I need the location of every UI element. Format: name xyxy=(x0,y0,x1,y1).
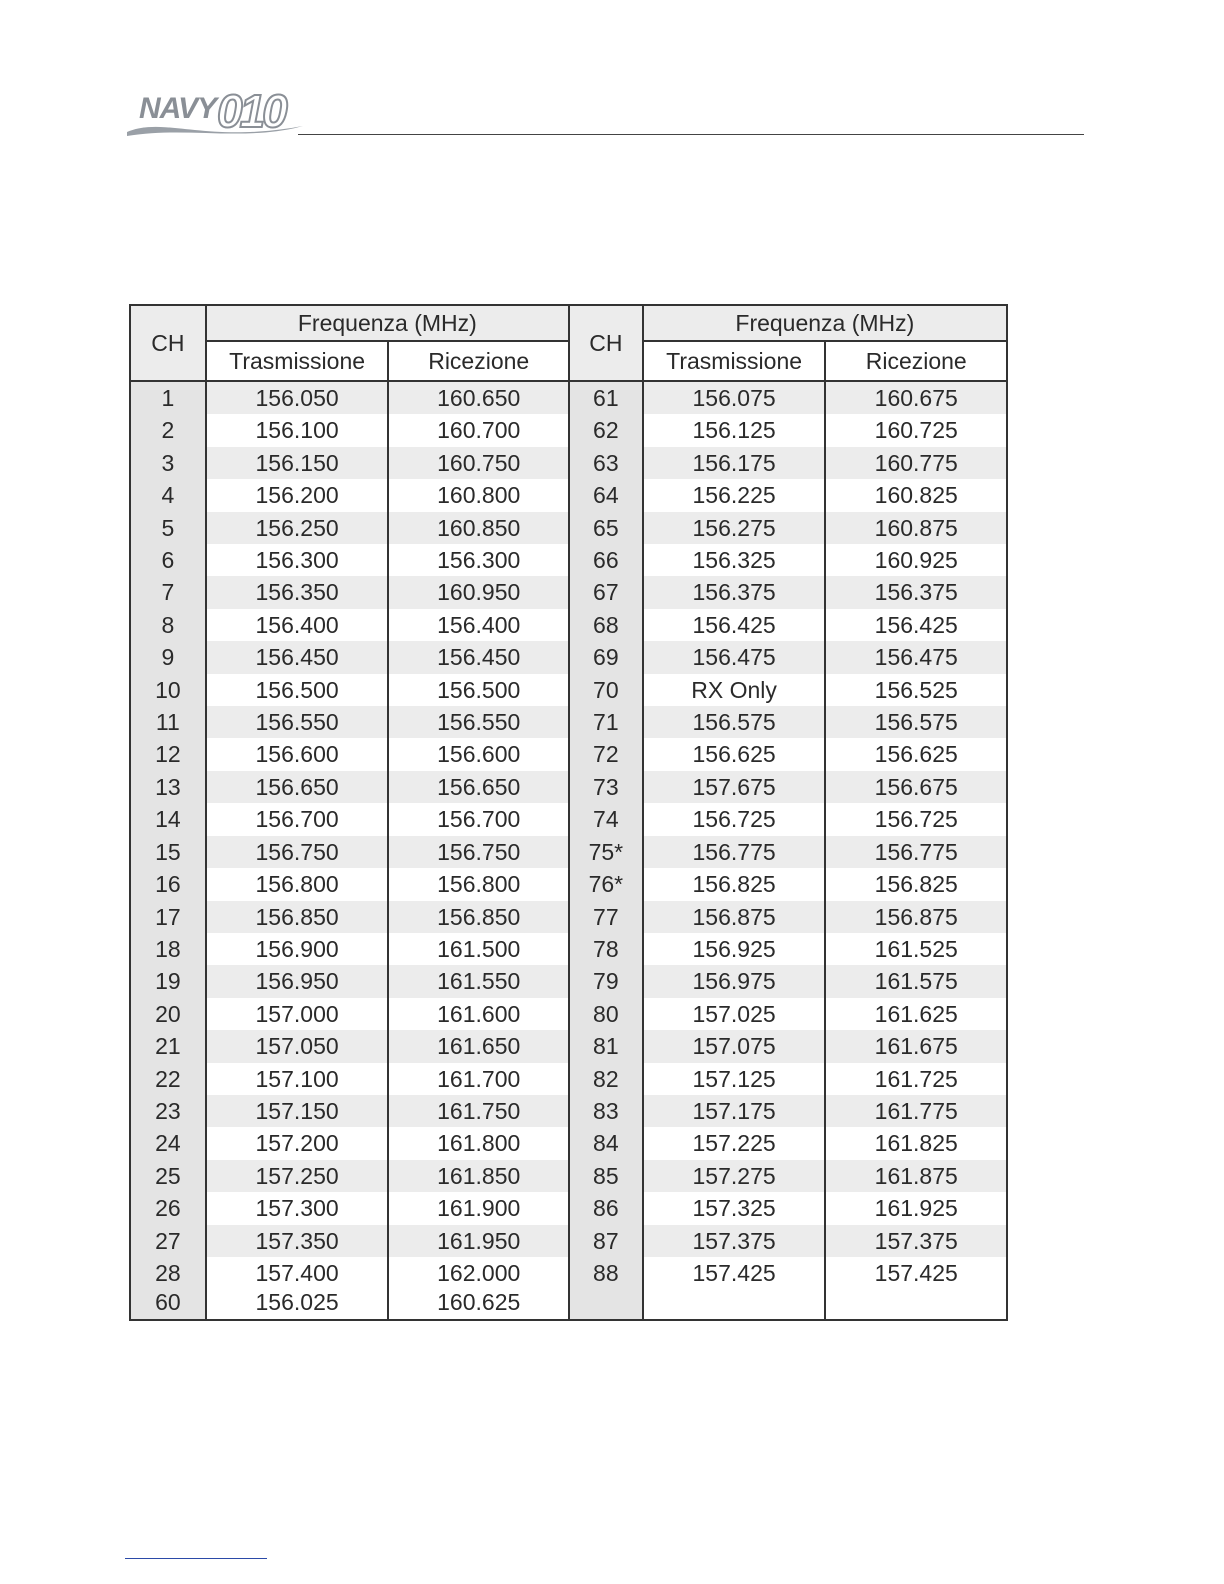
reception-cell: 160.875 xyxy=(825,512,1007,544)
transmission-cell: 157.250 xyxy=(206,1160,389,1192)
transmission-cell: 157.150 xyxy=(206,1095,389,1127)
reception-cell: 161.700 xyxy=(388,1063,569,1095)
transmission-cell: 156.850 xyxy=(206,901,389,933)
channel-cell: 3 xyxy=(130,447,206,479)
channel-cell: 70 xyxy=(569,674,643,706)
table-row xyxy=(130,1063,1007,1095)
channel-cell: 64 xyxy=(569,479,643,511)
channel-cell: 14 xyxy=(130,803,206,835)
channel-cell: 71 xyxy=(569,706,643,738)
transmission-cell: 157.225 xyxy=(643,1127,826,1159)
transmission-cell: 156.175 xyxy=(643,447,826,479)
reception-cell: 156.775 xyxy=(825,836,1007,868)
reception-cell: 156.500 xyxy=(388,674,569,706)
transmission-cell: 156.800 xyxy=(206,868,389,900)
transmission-cell: 156.100 xyxy=(206,414,389,446)
transmission-cell: 156.825 xyxy=(643,868,826,900)
channel-cell: 81 xyxy=(569,1030,643,1062)
channel-frequency-table xyxy=(129,304,1008,1321)
table-row xyxy=(130,771,1007,803)
reception-cell: 161.900 xyxy=(388,1192,569,1224)
logo-model-text: 010 xyxy=(217,85,285,137)
table-row xyxy=(130,447,1007,479)
channel-cell: 85 xyxy=(569,1160,643,1192)
channel-cell: 82 xyxy=(569,1063,643,1095)
table-row xyxy=(130,868,1007,900)
transmission-cell: 156.275 xyxy=(643,512,826,544)
transmission-cell: 157.025 xyxy=(643,998,826,1030)
transmission-cell: 156.875 xyxy=(643,901,826,933)
channel-cell: 22 xyxy=(130,1063,206,1095)
channel-cell: 76* xyxy=(569,868,643,900)
reception-cell: 156.825 xyxy=(825,868,1007,900)
channel-cell: 77 xyxy=(569,901,643,933)
transmission-cell: 156.450 xyxy=(206,641,389,673)
transmission-cell: 156.950 xyxy=(206,965,389,997)
reception-cell: 161.600 xyxy=(388,998,569,1030)
transmission-cell: 156.375 xyxy=(643,576,826,608)
reception-cell: 161.875 xyxy=(825,1160,1007,1192)
channel-cell: 63 xyxy=(569,447,643,479)
transmission-cell: 156.775 xyxy=(643,836,826,868)
reception-cell: 160.775 xyxy=(825,447,1007,479)
table-row xyxy=(130,381,1007,414)
transmission-cell: 156.725 xyxy=(643,803,826,835)
transmission-cell: 157.425 xyxy=(643,1257,826,1320)
table-row xyxy=(130,1225,1007,1257)
transmission-cell: 156.250 xyxy=(206,512,389,544)
transmission-cell: 156.425 xyxy=(643,609,826,641)
transmission-value: 156.025 xyxy=(255,1288,339,1315)
table-row xyxy=(130,576,1007,608)
reception-cell: 160.950 xyxy=(388,576,569,608)
channel-cell: 6 xyxy=(130,544,206,576)
reception-cell: 161.825 xyxy=(825,1127,1007,1159)
table-row xyxy=(130,641,1007,673)
transmission-cell: 156.975 xyxy=(643,965,826,997)
transmission-cell: 156.300 xyxy=(206,544,389,576)
channel-cell: 8 xyxy=(130,609,206,641)
transmission-cell: 157.050 xyxy=(206,1030,389,1062)
channel-cell: 7 xyxy=(130,576,206,608)
header-ch-left: CH xyxy=(130,305,206,381)
channel-cell: 66 xyxy=(569,544,643,576)
table-row xyxy=(130,1095,1007,1127)
table-row xyxy=(130,1030,1007,1062)
reception-cell: 161.850 xyxy=(388,1160,569,1192)
table-row xyxy=(130,674,1007,706)
reception-cell: 156.425 xyxy=(825,609,1007,641)
table-row xyxy=(130,1127,1007,1159)
reception-cell: 156.550 xyxy=(388,706,569,738)
header-reception-left: Ricezione xyxy=(388,341,569,381)
transmission-cell: 157.000 xyxy=(206,998,389,1030)
channel-cell: 68 xyxy=(569,609,643,641)
channel-cell: 5 xyxy=(130,512,206,544)
channel-cell: 17 xyxy=(130,901,206,933)
transmission-cell: 157.075 xyxy=(643,1030,826,1062)
channel-cell: 24 xyxy=(130,1127,206,1159)
transmission-cell: 157.275 xyxy=(643,1160,826,1192)
reception-cell: 156.700 xyxy=(388,803,569,835)
reception-cell: 161.650 xyxy=(388,1030,569,1062)
reception-cell: 156.675 xyxy=(825,771,1007,803)
reception-cell: 161.525 xyxy=(825,933,1007,965)
transmission-cell: 156.325 xyxy=(643,544,826,576)
reception-cell: 161.800 xyxy=(388,1127,569,1159)
transmission-cell: 156.050 xyxy=(206,381,389,414)
reception-cell: 157.375 xyxy=(825,1225,1007,1257)
reception-value: 160.625 xyxy=(437,1288,521,1315)
channel-cell: 27 xyxy=(130,1225,206,1257)
channel-cell: 20 xyxy=(130,998,206,1030)
channel-cell: 86 xyxy=(569,1192,643,1224)
transmission-cell: 156.350 xyxy=(206,576,389,608)
reception-cell: 160.650 xyxy=(388,381,569,414)
transmission-cell: 156.900 xyxy=(206,933,389,965)
channel-cell: 72 xyxy=(569,738,643,770)
reception-cell: 161.725 xyxy=(825,1063,1007,1095)
table-body xyxy=(130,381,1007,1320)
channel-value: 28 xyxy=(155,1259,181,1286)
transmission-cell: 157.100 xyxy=(206,1063,389,1095)
table-row xyxy=(130,901,1007,933)
reception-cell: 156.450 xyxy=(388,641,569,673)
table-row xyxy=(130,998,1007,1030)
channel-cell: 78 xyxy=(569,933,643,965)
reception-cell: 156.575 xyxy=(825,706,1007,738)
table-row-last xyxy=(130,1257,1007,1320)
transmission-cell: 156.600 xyxy=(206,738,389,770)
reception-cell: 160.725 xyxy=(825,414,1007,446)
transmission-value: 157.400 xyxy=(255,1259,339,1286)
header-frequency-left: Frequenza (MHz) xyxy=(206,305,569,341)
channel-cell: 88 xyxy=(569,1257,643,1320)
reception-value: 162.000 xyxy=(437,1259,521,1286)
transmission-cell: 156.400 xyxy=(206,609,389,641)
channel-cell: 84 xyxy=(569,1127,643,1159)
transmission-cell: RX Only xyxy=(643,674,826,706)
table-row xyxy=(130,836,1007,868)
header-divider xyxy=(298,134,1084,135)
transmission-cell: 157.300 xyxy=(206,1192,389,1224)
table-row xyxy=(130,965,1007,997)
reception-cell: 156.600 xyxy=(388,738,569,770)
channel-cell: 16 xyxy=(130,868,206,900)
channel-cell: 62 xyxy=(569,414,643,446)
transmission-cell: 156.750 xyxy=(206,836,389,868)
channel-cell: 87 xyxy=(569,1225,643,1257)
channel-cell: 11 xyxy=(130,706,206,738)
channel-cell: 79 xyxy=(569,965,643,997)
transmission-cell: 157.675 xyxy=(643,771,826,803)
navy-010-logo xyxy=(125,86,305,144)
transmission-cell: 156.575 xyxy=(643,706,826,738)
table-row xyxy=(130,738,1007,770)
reception-cell: 161.775 xyxy=(825,1095,1007,1127)
transmission-cell: 157.350 xyxy=(206,1225,389,1257)
reception-cell: 160.925 xyxy=(825,544,1007,576)
channel-cell: 2 xyxy=(130,414,206,446)
reception-cell: 160.675 xyxy=(825,381,1007,414)
transmission-cell: 156.700 xyxy=(206,803,389,835)
logo-brand-text: NAVY xyxy=(139,92,217,125)
transmission-cell: 157.375 xyxy=(643,1225,826,1257)
reception-cell: 156.475 xyxy=(825,641,1007,673)
reception-cell: 156.625 xyxy=(825,738,1007,770)
transmission-cell: 156.500 xyxy=(206,674,389,706)
table-row xyxy=(130,544,1007,576)
table-row xyxy=(130,512,1007,544)
channel-cell: 23 xyxy=(130,1095,206,1127)
reception-cell: 156.725 xyxy=(825,803,1007,835)
reception-cell: 161.925 xyxy=(825,1192,1007,1224)
reception-cell: 161.625 xyxy=(825,998,1007,1030)
header-ch-right: CH xyxy=(569,305,643,381)
reception-cell: 160.800 xyxy=(388,479,569,511)
transmission-cell: 157.125 xyxy=(643,1063,826,1095)
reception-cell: 156.875 xyxy=(825,901,1007,933)
transmission-cell: 156.225 xyxy=(643,479,826,511)
table-row xyxy=(130,414,1007,446)
reception-cell: 161.575 xyxy=(825,965,1007,997)
reception-cell xyxy=(388,1257,569,1320)
header-reception-right: Ricezione xyxy=(825,341,1007,381)
channel-cell: 83 xyxy=(569,1095,643,1127)
reception-cell: 156.850 xyxy=(388,901,569,933)
reception-cell: 157.425 xyxy=(825,1257,1007,1320)
reception-cell: 160.850 xyxy=(388,512,569,544)
reception-cell: 156.375 xyxy=(825,576,1007,608)
transmission-cell: 156.475 xyxy=(643,641,826,673)
transmission-cell xyxy=(206,1257,389,1320)
channel-value: 60 xyxy=(155,1288,181,1315)
channel-cell: 10 xyxy=(130,674,206,706)
channel-cell: 18 xyxy=(130,933,206,965)
channel-cell: 65 xyxy=(569,512,643,544)
transmission-cell: 156.925 xyxy=(643,933,826,965)
transmission-cell: 156.625 xyxy=(643,738,826,770)
channel-cell: 69 xyxy=(569,641,643,673)
reception-cell: 156.300 xyxy=(388,544,569,576)
table-row xyxy=(130,609,1007,641)
transmission-cell: 156.550 xyxy=(206,706,389,738)
channel-cell: 73 xyxy=(569,771,643,803)
channel-cell: 75* xyxy=(569,836,643,868)
reception-cell: 161.550 xyxy=(388,965,569,997)
footer-divider xyxy=(125,1558,267,1559)
transmission-cell: 156.200 xyxy=(206,479,389,511)
channel-cell: 9 xyxy=(130,641,206,673)
header-frequency-right: Frequenza (MHz) xyxy=(643,305,1007,341)
reception-cell: 160.825 xyxy=(825,479,1007,511)
reception-cell: 160.750 xyxy=(388,447,569,479)
reception-cell: 156.800 xyxy=(388,868,569,900)
transmission-cell: 157.200 xyxy=(206,1127,389,1159)
channel-cell: 13 xyxy=(130,771,206,803)
channel-cell xyxy=(130,1257,206,1320)
channel-cell: 61 xyxy=(569,381,643,414)
transmission-cell: 156.150 xyxy=(206,447,389,479)
reception-cell: 161.500 xyxy=(388,933,569,965)
reception-cell: 161.675 xyxy=(825,1030,1007,1062)
table-row xyxy=(130,479,1007,511)
table-row xyxy=(130,706,1007,738)
transmission-cell: 157.175 xyxy=(643,1095,826,1127)
channel-cell: 19 xyxy=(130,965,206,997)
channel-cell: 26 xyxy=(130,1192,206,1224)
header-transmission-left: Trasmissione xyxy=(206,341,389,381)
transmission-cell: 156.125 xyxy=(643,414,826,446)
table-row xyxy=(130,803,1007,835)
channel-cell: 12 xyxy=(130,738,206,770)
reception-cell: 161.950 xyxy=(388,1225,569,1257)
reception-cell: 156.525 xyxy=(825,674,1007,706)
channel-cell: 80 xyxy=(569,998,643,1030)
reception-cell: 160.700 xyxy=(388,414,569,446)
header-transmission-right: Trasmissione xyxy=(643,341,826,381)
table-row xyxy=(130,933,1007,965)
transmission-cell: 157.325 xyxy=(643,1192,826,1224)
channel-cell: 4 xyxy=(130,479,206,511)
reception-cell: 156.750 xyxy=(388,836,569,868)
transmission-cell: 156.075 xyxy=(643,381,826,414)
reception-cell: 156.650 xyxy=(388,771,569,803)
table-row xyxy=(130,1160,1007,1192)
transmission-cell: 156.650 xyxy=(206,771,389,803)
table-row xyxy=(130,1192,1007,1224)
reception-cell: 161.750 xyxy=(388,1095,569,1127)
channel-cell: 74 xyxy=(569,803,643,835)
channel-cell: 21 xyxy=(130,1030,206,1062)
channel-cell: 67 xyxy=(569,576,643,608)
channel-cell: 15 xyxy=(130,836,206,868)
reception-cell: 156.400 xyxy=(388,609,569,641)
channel-cell: 1 xyxy=(130,381,206,414)
channel-cell: 25 xyxy=(130,1160,206,1192)
